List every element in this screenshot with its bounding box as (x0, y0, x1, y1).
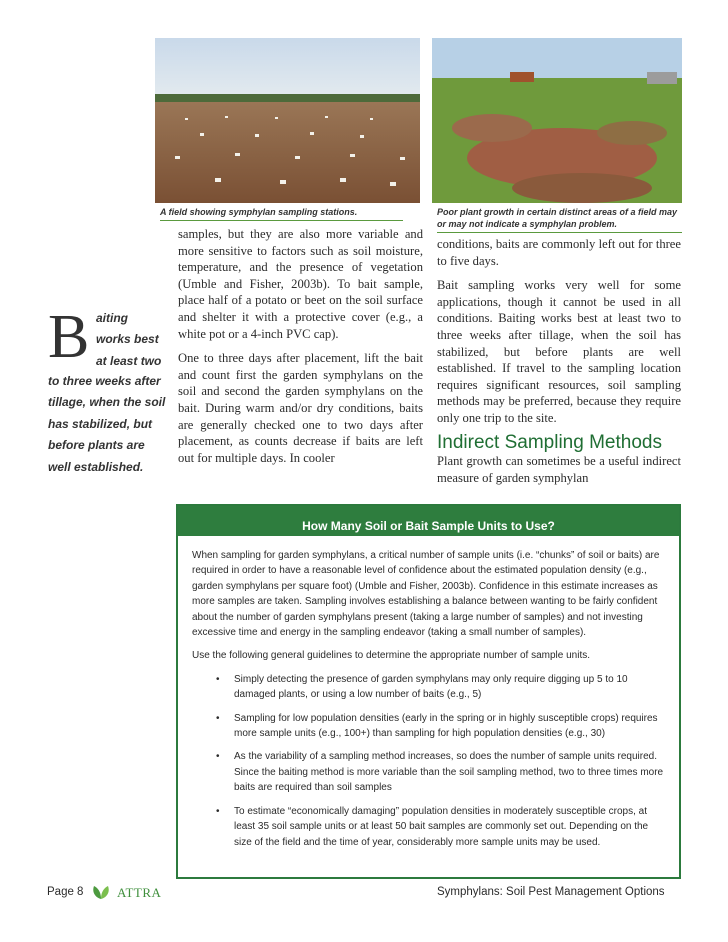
box-title: How Many Soil or Bait Sample Units to Use? (178, 506, 679, 536)
field-photo-left (155, 38, 420, 203)
sidebar-line-4: to three weeks after (48, 374, 161, 388)
caption-rule-left (160, 220, 403, 221)
sample-units-box (176, 504, 681, 879)
box-paragraph-2: Use the following general guidelines to determine the appropriate number of sample units. (192, 650, 591, 662)
column1-paragraph-1: samples, but they are also more variable and more sensitive to factors such as soil moisture, temperature, and the presence of vegetation (Umble and Fisher, 2003b). To bait sample, place half of a potato or beet on the soil surface and shelter it with a protective cover (e.g., a white pot or a 4-inch PVC cap). (178, 227, 423, 341)
sidebar-line-5: tillage, when the soil (48, 395, 166, 409)
box-body (192, 548, 667, 858)
box-bullet-item (192, 672, 667, 703)
sidebar-dropcap: B (48, 303, 90, 371)
bullet-icon: • (216, 751, 220, 763)
column2-paragraph-3: Plant growth can sometimes be a useful indirect measure of garden symphylan (437, 454, 681, 485)
box-paragraph-1: When sampling for garden symphylans, a critical number of sample units (i.e. “chunks” of soil or baits) are required in order to have a reasonable level of confidence about the estimated population density (e.g., garden symphylans per square foot) (Umble and Fisher, 2003b). Confidence in this estimate increases as more samples are taken. Sampling involves establishing a balance between wanting to be fairly confident about the number of garden symphylans present (taking a large number of samples) and not investing excessive time and energy in the sampling endeavor (taking a small number of samples). (192, 550, 660, 639)
bullet-text: Simply detecting the presence of garden symphylans may only require digging up 5 to 10 damaged plants, or using a low number of baits (e.g., 5) (234, 673, 628, 701)
sidebar-line-3: at least two (96, 354, 162, 368)
box-bullet-item (192, 749, 667, 795)
bullet-text: To estimate “economically damaging” population densities in moderately susceptible crops, at least 35 soil sample units or at least 50 bait samples are commonly set out. Depending on the size of the field and the time of year, considerably more sample units may be used. (234, 805, 649, 848)
photo-caption-left: A field showing symphylan sampling stations. (160, 207, 358, 217)
section-heading: Indirect Sampling Methods (437, 431, 662, 453)
column2-paragraph-1: conditions, baits are commonly left out for three to five days. (437, 237, 681, 268)
field-photo-right (432, 38, 682, 203)
sidebar-line-7: before plants are (48, 438, 145, 452)
box-bullet-item (192, 711, 667, 742)
bullet-icon: • (216, 805, 220, 817)
footer-page-number: Page 8 (47, 886, 84, 898)
sidebar-line-2: works best (96, 332, 159, 346)
bullet-icon: • (216, 712, 220, 724)
sidebar-line-8: well established. (48, 460, 144, 474)
sidebar-line-1: aiting (96, 311, 128, 325)
footer-brand: ATTRA (117, 885, 162, 900)
photo-caption-right: Poor plant growth in certain distinct areas of a field may or may not indicate a symphylan problem. (437, 207, 678, 229)
column1-paragraph-2: One to three days after placement, lift the bait and count first the garden symphylans on the soil and second the garden symphylans on the bait. During warm and/or dry conditions, baits are generally checked one to two days after placement, as counts decrease if baits are left out for multiple days. In cooler (178, 351, 423, 465)
sidebar-line-6: has stabilized, but (48, 417, 153, 431)
body-column-2 (437, 236, 681, 494)
box-bullet-item (192, 804, 667, 850)
caption-rule-right (437, 232, 682, 233)
bullet-text: Sampling for low population densities (early in the spring or in highly susceptible crops) requires more sample units (e.g., 100+) than sampling for high population densities (e.g., 30) (234, 712, 658, 740)
body-column-1 (178, 226, 423, 474)
bullet-icon: • (216, 673, 220, 685)
box-bullet-list (192, 672, 667, 850)
attra-leaf-icon (90, 884, 112, 900)
footer-title: Symphylans: Soil Pest Management Options (437, 886, 665, 898)
bullet-text: As the variability of a sampling method increases, so does the number of sample units required. Since the baiting method is more variable than the soil sampling method, two to three times more baits are required than soil samples (234, 751, 664, 794)
column2-paragraph-2: Bait sampling works very well for some applications, though it cannot be used in all conditions. Baiting works best at least two to three weeks after tillage, when the soil has stabilized, but before plants are well established. If travel to the sampling location requires significant resources, soil sampling methods may be preferred, because they require only one trip to the site. (437, 278, 681, 425)
